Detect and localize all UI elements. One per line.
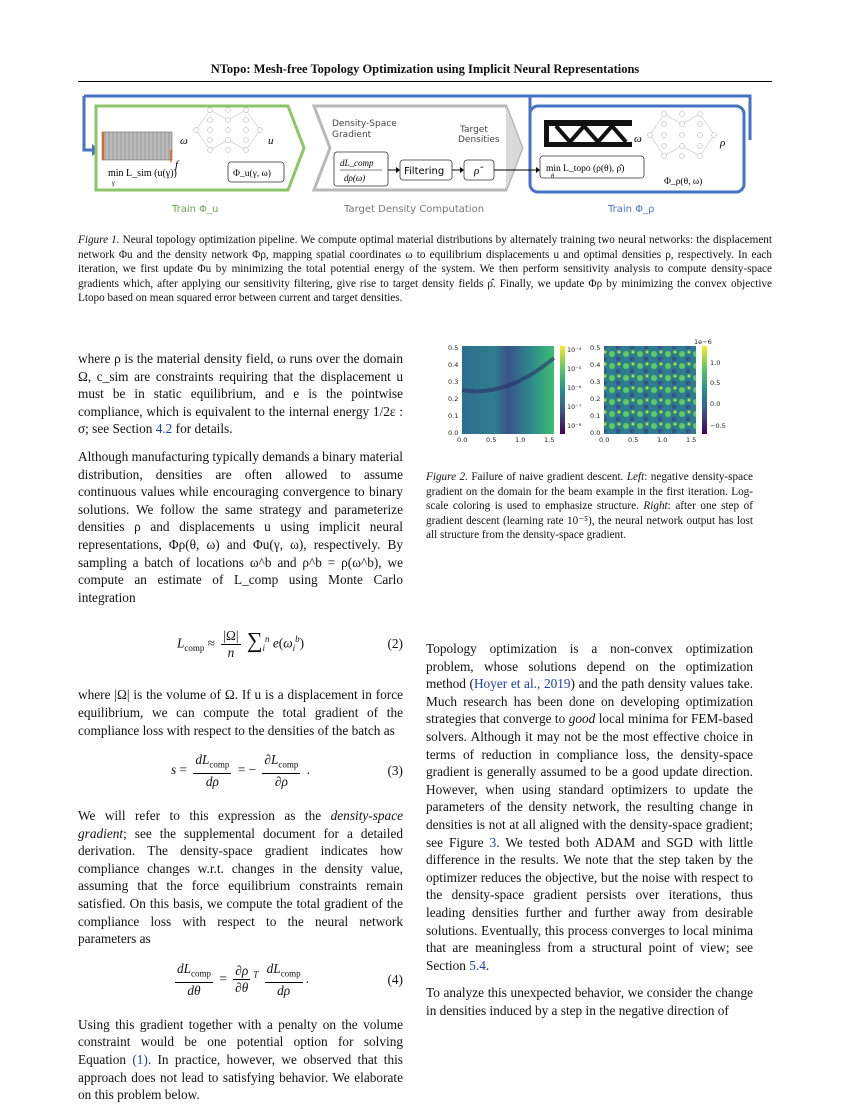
section-link[interactable]: 4.2 (155, 421, 173, 437)
running-header: NTopo: Mesh-free Topology Optimization using Implicit Neural Representations (78, 62, 772, 82)
svg-text:1e−6: 1e−6 (694, 338, 712, 346)
svg-text:0.5: 0.5 (710, 379, 721, 387)
figure-1-caption: Figure 1. Neural topology optimization pipeline. We compute optimal material distributions by alternately training two neural networks: the displacement network Φu and the density network Φρ, mapping spatial coordinates ω to equilibrium displacements u and optimal densities ρ, respectively. In each iteration, we first update Φu by minimizing the total potential energy of the system. We then perform sensitivity analysis to compute density-space gradients which, after applying our sensitivity filtering, give rise to target density fields ρ̂. Finally, we update Φρ by minimizing the convex objective Ltopo based on mean squared error between current and target densities. (78, 234, 773, 305)
paragraph-3: where |Ω| is the volume of Ω. If u is a displacement in force equilibrium, we can compute the total gradient of the compliance loss with respect to the densities of the batch as (78, 687, 403, 738)
svg-text:0.1: 0.1 (590, 412, 601, 420)
svg-text:10⁻⁵: 10⁻⁵ (567, 365, 582, 373)
svg-text:Φ_ρ(θ, ω): Φ_ρ(θ, ω) (664, 177, 703, 187)
svg-text:1.0: 1.0 (657, 436, 668, 444)
svg-text:u: u (268, 135, 274, 147)
svg-text:1.0: 1.0 (710, 359, 721, 367)
paragraph-2: Although manufacturing typically demands a binary material distribution, densities are often allowed to assume continuous values while encouraging convergence to binary solutions. We follow the same strategy and parameterize densities ρ and displacements u using implicit neural representations, Φρ(θ, ω) and Φu(γ, ω), respectively. By sampling a batch of locations ω^b and ρ^b = ρ(ω^b), we compute an estimate of L_comp using Monte Carlo integration (78, 448, 403, 605)
svg-text:Gradient: Gradient (332, 130, 372, 140)
figure-2-plots (426, 338, 753, 450)
left-column (78, 350, 403, 1114)
svg-text:γ: γ (112, 179, 115, 187)
figure-2-caption: Figure 2. Failure of naive gradient descent. Left: negative density-space gradient on the domain for the beam example in the first iteration. Log-scale coloring is used to emphasize structure. Right: after one step of gradient descent (learning rate 10⁻⁵), the neural network output has lost all structure from the density-space gradient. (426, 471, 754, 542)
paragraph-4: We will refer to this expression as the density-space gradient; see the supplemental document for a detailed derivation. The density-space gradient indicates how compliance changes w.r.t. changes in the density value, assuming that the force equilibrium constraints remain satisfied. On this basis, we compute the total gradient of the compliance loss with respect to the neural network parameters as (78, 808, 403, 947)
svg-text:0.5: 0.5 (590, 344, 601, 352)
figure-1-pipeline (78, 90, 772, 220)
svg-text:min L_sim (u(γ)): min L_sim (u(γ)) (108, 168, 177, 179)
svg-text:0.3: 0.3 (448, 378, 459, 386)
svg-text:1.5: 1.5 (686, 436, 697, 444)
svg-text:Densities: Densities (458, 135, 500, 145)
svg-text:0.2: 0.2 (590, 395, 601, 403)
svg-text:0.2: 0.2 (448, 395, 459, 403)
equation-link[interactable]: (1) (132, 1052, 148, 1068)
svg-text:10⁻⁸: 10⁻⁸ (567, 422, 582, 430)
svg-text:0.5: 0.5 (628, 436, 639, 444)
svg-text:0.0: 0.0 (457, 436, 468, 444)
svg-text:0.5: 0.5 (448, 344, 459, 352)
svg-text:ω: ω (634, 133, 642, 145)
svg-text:min L_topo (ρ(θ), ρ̂): min L_topo (ρ(θ), ρ̂) (546, 164, 625, 174)
svg-text:Train Φ_ρ: Train Φ_ρ (608, 204, 655, 215)
svg-text:0.0: 0.0 (590, 429, 601, 437)
section-link-2[interactable]: 5.4 (469, 957, 486, 973)
figure-link[interactable]: 3 (489, 834, 497, 850)
svg-text:Density-Space: Density-Space (332, 119, 397, 129)
svg-text:dL_comp: dL_comp (340, 158, 374, 168)
pipeline-diagram (78, 90, 772, 220)
equation-3: s = $\frac{dL_{comp}}{d\rho}$ = − $\frac{\partial L_{comp}}{\partial\rho}$ . (3) (170, 752, 403, 789)
equation-4: $\frac{dL_{comp}}{d\theta}$ = $\frac{\partial\rho}{\partial\theta}$ $^T$ $\frac{dL_{comp}}{d\rho}$ . (4) (176, 961, 403, 998)
citation-link[interactable]: Hoyer et al., 2019 (473, 676, 571, 692)
svg-text:Φ_u(γ, ω): Φ_u(γ, ω) (233, 169, 271, 179)
svg-text:1.0: 1.0 (515, 436, 526, 444)
svg-text:10⁻⁴: 10⁻⁴ (567, 346, 582, 354)
svg-text:Train Φ_u: Train Φ_u (172, 204, 219, 215)
svg-text:0.0: 0.0 (599, 436, 610, 444)
svg-text:10⁻⁷: 10⁻⁷ (567, 403, 582, 411)
svg-text:Target: Target (460, 125, 488, 135)
svg-text:0.4: 0.4 (590, 361, 601, 369)
svg-text:ω: ω (180, 135, 188, 147)
svg-text:0.1: 0.1 (448, 412, 459, 420)
paragraph-1: where ρ is the material density field, ω runs over the domain Ω, c_sim are constraints requiring that the displacement u must be in static equilibrium, and e is the pointwise compliance, which is equivalent to the internal energy 1/2ε : σ; see Section 4.2 for details. (78, 351, 403, 437)
paragraph-5: Using this gradient together with a penalty on the volume constraint would be one potential option for solving Equation (1). In practice, however, we observed that this approach does not lead to satisfying behavior. We elaborate on this problem below. (78, 1016, 403, 1103)
right-column (426, 640, 753, 1029)
svg-text:ρ: ρ (720, 137, 726, 149)
svg-text:θ: θ (551, 173, 555, 180)
svg-text:ρ̂: ρ̂ (474, 165, 480, 177)
svg-text:0.4: 0.4 (448, 361, 459, 369)
svg-text:f: f (175, 159, 179, 171)
svg-text:0.5: 0.5 (486, 436, 497, 444)
svg-text:dρ(ω): dρ(ω) (344, 173, 366, 183)
mesh-icon (102, 132, 172, 162)
svg-text:0.3: 0.3 (590, 378, 601, 386)
paragraph-6: Topology optimization is a non-convex optimization problem, whose solutions depend on the optimization method (Hoyer et al., 2019) and the path density values take. Much research has been done on developing optimization strategies that converge to good local minima for FEM-based solvers. Although it may not be the most effective choice in terms of reduction in compliance loss, the density-space gradient is generally assumed to be a good update direction. However, when using standard optimizers to update the parameters of the density network, the resulting change in densities is not at all aligned with the density-space gradient; see Figure 3. We tested both ADAM and SGD with little difference in the results. We note that the step taken by the optimizer reduces the objective, but the noise with respect to the density-space gradient persists over iterations, thus leading densities further and further away from desirable solutions. Eventually, this process converges to local minima that are meaningless from a structural point of view; see Section 5.4. (426, 641, 754, 973)
svg-text:0.0: 0.0 (448, 429, 459, 437)
svg-text:1.5: 1.5 (544, 436, 555, 444)
paragraph-7: To analyze this unexpected behavior, we consider the change in densities induced by a step in the negative direction of (426, 985, 753, 1018)
figure-2 (426, 338, 753, 450)
svg-text:10⁻⁶: 10⁻⁶ (567, 384, 582, 392)
svg-text:−0.5: −0.5 (710, 422, 726, 430)
svg-text:0.0: 0.0 (710, 400, 721, 408)
svg-text:Target Density Computation: Target Density Computation (344, 204, 485, 215)
equation-2: $L_{comp}$ ≈ $\frac{|\Omega|}{n}$ $\sum_i^n$ $e(\omega_i^b)$ (2) (176, 627, 403, 660)
svg-text:Filtering: Filtering (404, 166, 445, 177)
